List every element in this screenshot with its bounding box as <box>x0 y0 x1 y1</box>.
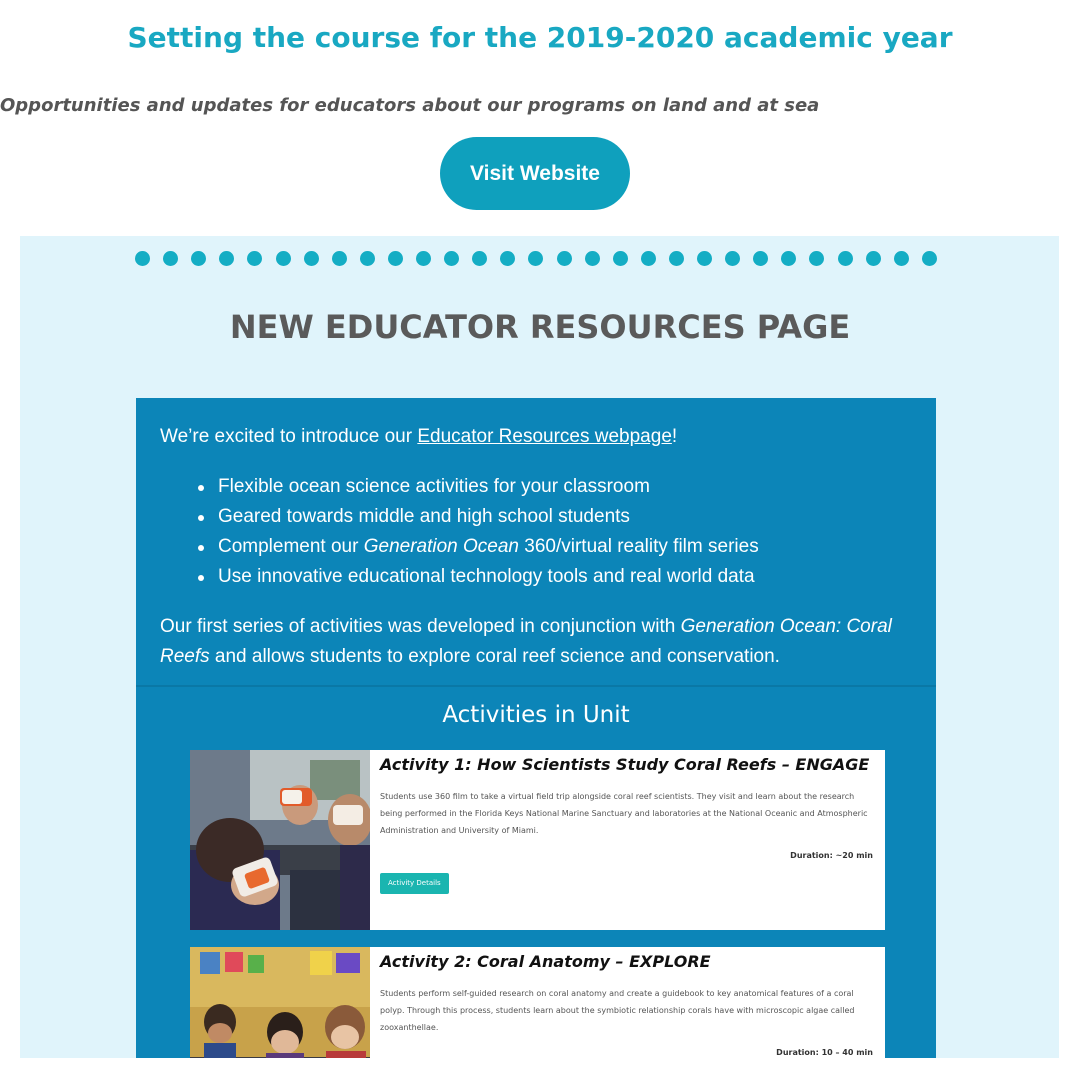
activity-duration: Duration: 10 – 40 min <box>776 1048 873 1057</box>
unit-description <box>160 612 900 672</box>
page-title: Setting the course for the 2019-2020 academic year <box>127 21 953 54</box>
divider-dot <box>585 251 600 266</box>
list-item-text: Use innovative educational technology tools and real world data <box>218 566 755 587</box>
students-vr-headset-image <box>190 750 370 930</box>
bullet-icon <box>198 515 204 521</box>
divider-dot <box>191 251 206 266</box>
activities-heading: Activities in Unit <box>442 702 630 728</box>
activity-duration: Duration: ~20 min <box>790 851 873 860</box>
divider-dot <box>472 251 487 266</box>
divider-dot <box>276 251 291 266</box>
activity-title[interactable]: Activity 1: How Scientists Study Coral Reefs – ENGAGE <box>380 755 870 774</box>
divider-dot <box>388 251 403 266</box>
divider-dot <box>135 251 150 266</box>
activity-1-image <box>190 750 370 930</box>
list-item-text: Flexible ocean science activities for your classroom <box>218 476 650 497</box>
divider-dot <box>444 251 459 266</box>
intro-prefix: We’re excited to introduce our <box>160 426 418 447</box>
activity-title[interactable]: Activity 2: Coral Anatomy – EXPLORE <box>380 952 711 971</box>
divider-dot <box>304 251 319 266</box>
educator-resources-link[interactable]: Educator Resources webpage <box>417 426 672 447</box>
section-divider <box>136 685 936 687</box>
divider-dot <box>669 251 684 266</box>
divider-dot <box>416 251 431 266</box>
divider-dot <box>500 251 515 266</box>
activity-description: Students use 360 film to take a virtual field trip alongside coral reef scientists. They visit and learn about the research being performed in the Florida Keys National Marine Sanctuary and laboratories at the National Oceanic and Atmospheric Administration and University of Miami. <box>380 792 868 835</box>
unit-description-text: Our first series of activities was developed in conjunction with <box>160 616 681 637</box>
unit-description-text-after: and allows students to explore coral reef science and conservation. <box>209 646 780 667</box>
divider-dot <box>163 251 178 266</box>
list-item-text-after: 360/virtual reality film series <box>519 536 759 557</box>
list-item <box>194 534 759 564</box>
intro-text <box>160 424 677 450</box>
film-title: Generation Ocean: Coral Reefs <box>160 616 892 667</box>
divider-dot <box>697 251 712 266</box>
divider-dot <box>922 251 937 266</box>
list-item-emphasis: Generation Ocean <box>363 536 519 557</box>
page-subtitle: Opportunities and updates for educators about our programs on land and at sea <box>0 95 820 116</box>
divider-dot <box>753 251 768 266</box>
divider-dot <box>332 251 347 266</box>
section-title: NEW EDUCATOR RESOURCES PAGE <box>229 308 851 346</box>
divider-dot <box>360 251 375 266</box>
divider-dot <box>725 251 740 266</box>
activity-details-button[interactable]: Activity Details <box>380 873 449 894</box>
intro-suffix: ! <box>671 426 678 447</box>
divider-dot <box>557 251 572 266</box>
resources-info-card <box>136 398 936 1080</box>
hero-section <box>0 0 1080 58</box>
divider-dot <box>781 251 796 266</box>
list-item <box>194 564 759 594</box>
divider-dot <box>528 251 543 266</box>
bullet-icon <box>198 545 204 551</box>
divider-dot <box>809 251 824 266</box>
activity-card-1 <box>190 750 885 930</box>
feature-list <box>194 474 759 594</box>
bullet-icon <box>198 485 204 491</box>
divider-dot <box>866 251 881 266</box>
list-item <box>194 504 759 534</box>
dotted-divider <box>135 251 945 267</box>
divider-dot <box>894 251 909 266</box>
divider-dot <box>641 251 656 266</box>
activity-description: Students perform self-guided research on coral anatomy and create a guidebook to key anatomical features of a coral polyp. Through this process, students learn about the symbiotic relationship corals have with microscopic algae called zooxanthellae. <box>380 989 855 1032</box>
divider-dot <box>838 251 853 266</box>
bottom-margin <box>0 1058 1080 1080</box>
divider-dot <box>247 251 262 266</box>
divider-dot <box>613 251 628 266</box>
activity-1-content <box>380 750 873 894</box>
list-item-text: Geared towards middle and high school students <box>218 506 630 527</box>
visit-website-button[interactable]: Visit Website <box>440 137 630 210</box>
bullet-icon <box>198 575 204 581</box>
list-item <box>194 474 759 504</box>
divider-dot <box>219 251 234 266</box>
list-item-text: Complement our <box>218 536 364 557</box>
